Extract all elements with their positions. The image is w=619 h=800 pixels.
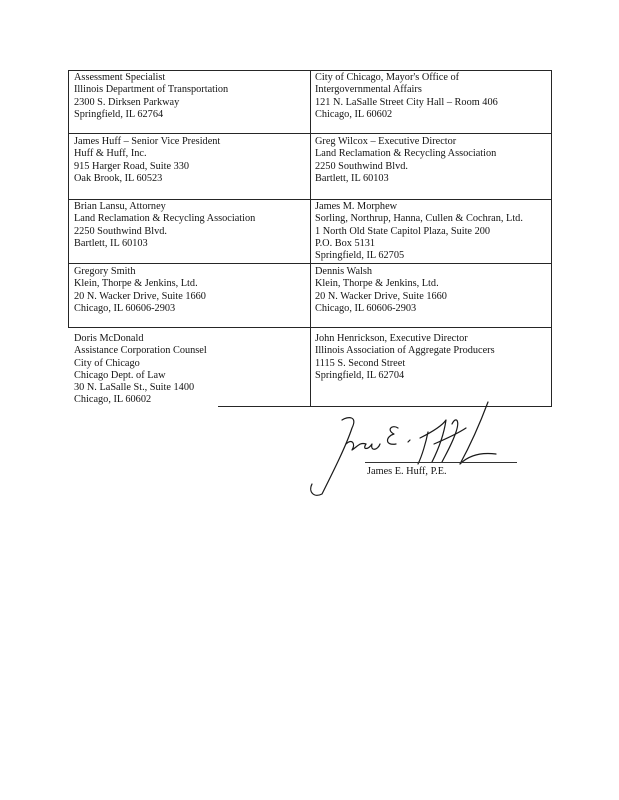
address-line: Illinois Department of Transportation bbox=[74, 84, 229, 96]
address-line: Klein, Thorpe & Jenkins, Ltd. bbox=[315, 278, 439, 290]
address-block bbox=[315, 136, 496, 185]
address-line: Brian Lansu, Attorney bbox=[74, 201, 166, 212]
address-line: 20 N. Wacker Drive, Suite 1660 bbox=[315, 290, 447, 302]
address-line: 2250 Southwind Blvd. bbox=[315, 160, 408, 172]
address-line: 1115 S. Second Street bbox=[315, 357, 406, 369]
address-line: Springfield, IL 62705 bbox=[315, 250, 405, 262]
address-line: Chicago Dept. of Law bbox=[74, 369, 166, 381]
address-block bbox=[74, 266, 206, 315]
address-line: Dennis Walsh bbox=[315, 266, 373, 277]
address-line: 30 N. LaSalle St., Suite 1400 bbox=[74, 382, 195, 394]
address-line: Chicago, IL 60602 bbox=[74, 394, 152, 406]
address-block bbox=[74, 201, 255, 250]
address-line: James Huff – Senior Vice President bbox=[74, 136, 221, 147]
address-line: 1 North Old State Capitol Plaza, Suite 200 bbox=[315, 225, 491, 237]
address-line: Chicago, IL 60606-2903 bbox=[315, 302, 417, 314]
address-line: Bartlett, IL 60103 bbox=[74, 237, 148, 249]
address-line: Intergovernmental Affairs bbox=[315, 84, 422, 96]
address-line: City of Chicago bbox=[74, 357, 140, 369]
address-line: 2300 S. Dirksen Parkway bbox=[74, 96, 180, 108]
address-line: Land Reclamation & Recycling Association bbox=[74, 213, 256, 225]
address-line: Greg Wilcox – Executive Director bbox=[315, 136, 457, 147]
column-divider bbox=[310, 70, 311, 407]
handwritten-signature bbox=[300, 398, 530, 502]
address-line: Gregory Smith bbox=[74, 266, 136, 277]
address-line: Illinois Association of Aggregate Producers bbox=[315, 345, 495, 357]
address-line: 2250 Southwind Blvd. bbox=[74, 225, 167, 237]
signature-line bbox=[365, 462, 517, 463]
address-line: Sorling, Northrup, Hanna, Cullen & Cochran, Ltd. bbox=[315, 213, 523, 225]
address-line: P.O. Box 5131 bbox=[315, 237, 376, 249]
address-line: Klein, Thorpe & Jenkins, Ltd. bbox=[74, 278, 198, 290]
address-line: 915 Harger Road, Suite 330 bbox=[74, 160, 190, 172]
address-line: City of Chicago, Mayor's Office of bbox=[315, 72, 460, 83]
address-line: 20 N. Wacker Drive, Suite 1660 bbox=[74, 290, 206, 302]
address-line: Doris McDonald bbox=[74, 333, 144, 344]
address-block bbox=[74, 72, 228, 121]
address-line: Chicago, IL 60606-2903 bbox=[74, 302, 176, 314]
address-line: Land Reclamation & Recycling Association bbox=[315, 148, 497, 160]
address-block bbox=[74, 333, 207, 407]
address-line: Springfield, IL 62764 bbox=[74, 108, 164, 120]
left-border bbox=[68, 70, 69, 328]
address-block bbox=[315, 333, 495, 382]
address-line: Bartlett, IL 60103 bbox=[315, 172, 389, 184]
signer-name: James E. Huff, P.E. bbox=[367, 466, 447, 477]
address-line: James M. Morphew bbox=[315, 201, 398, 212]
address-line: Assessment Specialist bbox=[74, 72, 166, 83]
address-line: Chicago, IL 60602 bbox=[315, 108, 393, 120]
address-line: Oak Brook, IL 60523 bbox=[74, 172, 163, 184]
address-block bbox=[315, 201, 523, 262]
address-line: Springfield, IL 62704 bbox=[315, 369, 405, 381]
address-block bbox=[315, 266, 447, 315]
address-line: John Henrickson, Executive Director bbox=[315, 333, 468, 344]
address-block bbox=[74, 136, 220, 185]
address-line: Huff & Huff, Inc. bbox=[74, 148, 147, 160]
right-border bbox=[551, 70, 552, 407]
address-block bbox=[315, 72, 498, 121]
address-line: Assistance Corporation Counsel bbox=[74, 345, 207, 357]
address-line: 121 N. LaSalle Street City Hall – Room 406 bbox=[315, 96, 498, 108]
